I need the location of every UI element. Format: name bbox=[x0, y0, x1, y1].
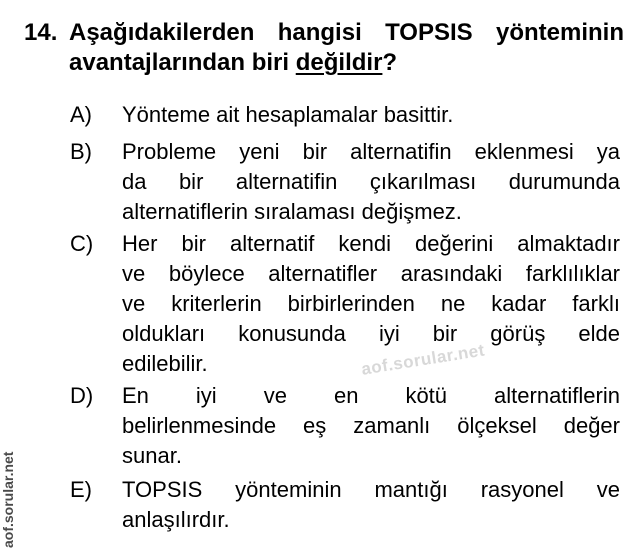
option-c-line: ve böylece alternatifler arasındaki farklılıklar bbox=[122, 261, 620, 286]
option-b-line: Probleme yeni bir alternatifin eklenmesi ya bbox=[122, 139, 620, 164]
question-line-2-suffix: ? bbox=[382, 49, 398, 76]
option-c-line: oldukları konusunda iyi bir görüş elde bbox=[122, 321, 620, 346]
option-e-line: anlaşılırdır. bbox=[122, 507, 230, 532]
option-d-line: En iyi ve en kötü alternatiflerin bbox=[122, 383, 620, 408]
option-e-line: TOPSIS yönteminin mantığı rasyonel ve bbox=[122, 477, 620, 502]
option-c-line: Her bir alternatif kendi değerini almaktadır bbox=[122, 231, 620, 256]
option-a-letter: A) bbox=[70, 102, 92, 127]
option-d-letter: D) bbox=[70, 383, 94, 408]
option-b-text[interactable] bbox=[122, 137, 620, 227]
option-c-letter: C) bbox=[70, 231, 94, 256]
watermark-side: aof.sorular.net bbox=[0, 451, 16, 548]
question-emphasis: değildir bbox=[295, 49, 383, 76]
option-c-line: ve kriterlerin birbirlerinden ne kadar farklı bbox=[122, 291, 620, 316]
option-c-text[interactable] bbox=[122, 229, 620, 379]
option-d-line: belirlenmesinde eş zamanlı ölçeksel değer bbox=[122, 413, 620, 438]
option-a-line: Yönteme ait hesaplamalar basittir. bbox=[122, 102, 454, 127]
watermark-center: aof.sorular.net bbox=[360, 340, 487, 379]
question-line-1: Aşağıdakilerden hangisi TOPSIS yönteminin bbox=[69, 19, 624, 46]
option-d-line: sunar. bbox=[122, 443, 182, 468]
option-a-text[interactable] bbox=[122, 100, 620, 130]
question-line-2-prefix: avantajlarından biri bbox=[69, 49, 296, 76]
question-line-2 bbox=[69, 48, 624, 78]
question-number: 14. bbox=[24, 19, 58, 46]
question-text bbox=[69, 18, 624, 78]
option-b-line: da bir alternatifin çıkarılması durumunda bbox=[122, 169, 620, 194]
option-d-text[interactable] bbox=[122, 381, 620, 471]
option-e-letter: E) bbox=[70, 477, 92, 502]
option-b-letter: B) bbox=[70, 139, 92, 164]
option-c-line: edilebilir. bbox=[122, 351, 208, 376]
option-e-text[interactable] bbox=[122, 475, 620, 535]
option-b-line: alternatiflerin sıralaması değişmez. bbox=[122, 199, 462, 224]
